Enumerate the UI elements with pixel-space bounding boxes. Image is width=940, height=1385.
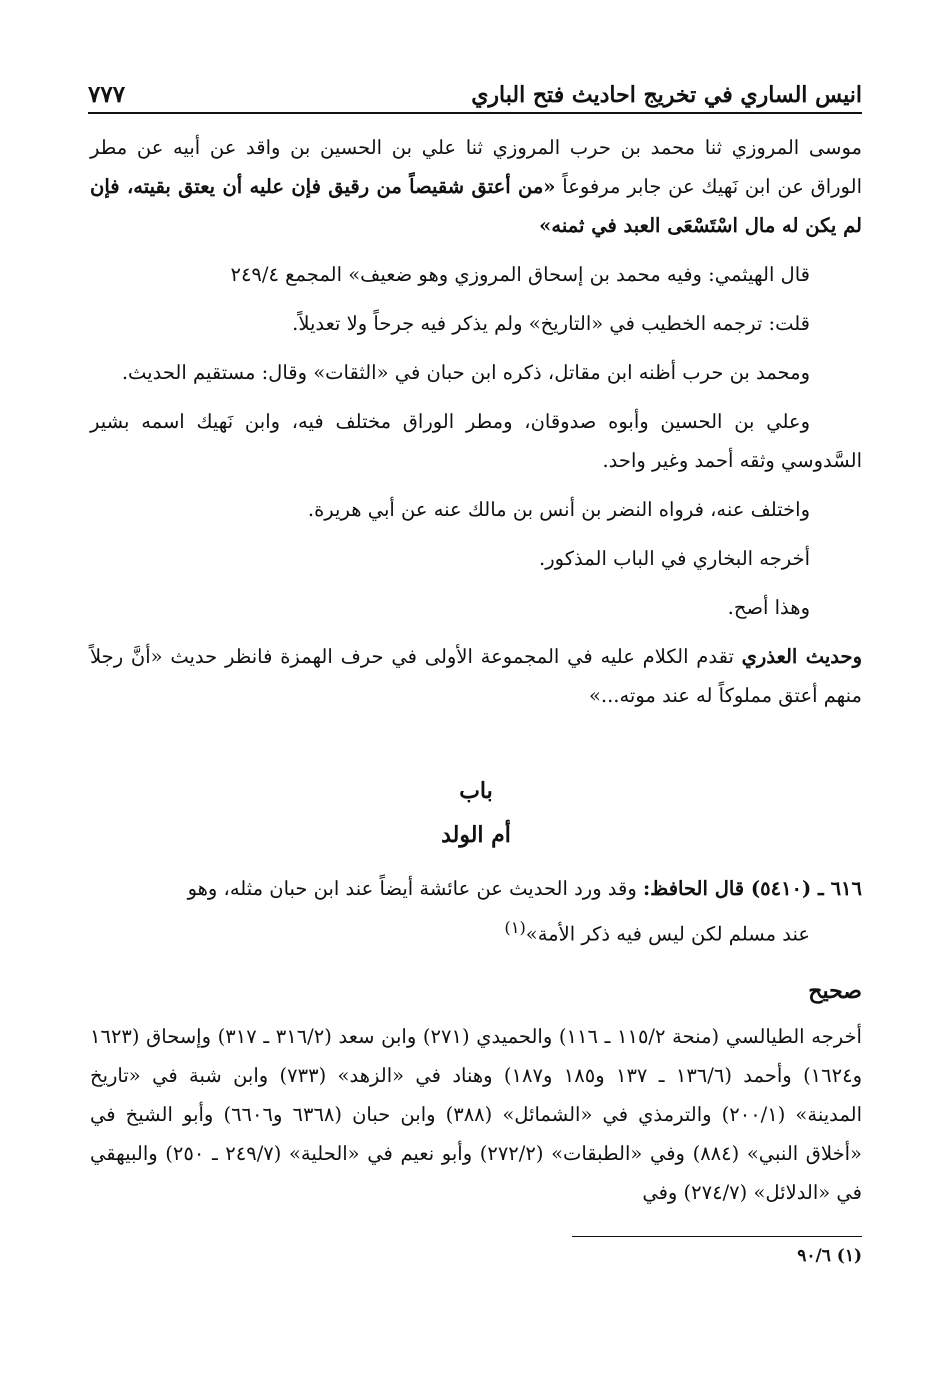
paragraph-bukhari: أخرجه البخاري في الباب المذكور. <box>539 547 810 570</box>
page-header <box>88 68 862 114</box>
hadith-line-2 <box>90 908 862 954</box>
page-number: ٧٧٧ <box>88 81 126 108</box>
paragraph-haythami: قال الهيثمي: وفيه محمد بن إسحاق المروزي وهو ضعيف» المجمع ٢٤٩/٤ <box>230 263 810 286</box>
paragraph-narrators: وعلي بن الحسين وأبوه صدوقان، ومطر الوراق مختلف فيه، وابن نَهيك اسمه بشير السَّدوسي وثقه أحمد وغير واحد. <box>90 410 862 472</box>
paragraph-isnad <box>90 128 862 245</box>
chapter-line-2: أم الولد <box>441 822 511 848</box>
hadith-number: ٦١٦ ـ (٥٤١٠) قال الحافظ: <box>642 877 862 900</box>
hadith-matn: «من أعتق شقيصاً من رقيق فإن عليه أن يعتق بقيته، فإن لم يكن له مال اسْتَسْعَى العبد في ثمنه» <box>90 175 862 237</box>
paragraph-ibn-harb: ومحمد بن حرب أظنه ابن مقاتل، ذكره ابن حبان في «الثقات» وقال: مستقيم الحديث. <box>121 361 810 384</box>
footnote-divider <box>572 1236 862 1237</box>
hadith-line-1 <box>90 869 862 908</box>
paragraph-ikhtilaf: واختلف عنه، فرواه النضر بن أنس بن مالك عنه عن أبي هريرة. <box>307 498 810 521</box>
paragraph-khatib: قلت: ترجمه الخطيب في «التاريخ» ولم يذكر فيه جرحاً ولا تعديلاً. <box>292 312 810 335</box>
body-text <box>90 128 862 1212</box>
udhri-label: وحديث العذري <box>741 645 862 668</box>
hadith-text-2: عند مسلم لكن ليس فيه ذكر الأمة» <box>525 922 810 946</box>
hadith-entry <box>90 869 862 954</box>
chapter-line-1: باب <box>459 778 493 804</box>
paragraph-asahh: وهذا أصح. <box>727 596 810 619</box>
grading-label: صحيح <box>808 977 862 1004</box>
hadith-text-1: وقد ورد الحديث عن عائشة أيضاً عند ابن حبان مثله، وهو <box>187 877 643 900</box>
running-title: انيس الساري في تخريج احاديث فتح الباري <box>471 82 862 108</box>
udhri-text: تقدم الكلام عليه في المجموعة الأولى في حرف الهمزة فانظر حديث «أنَّ رجلاً منهم أعتق مملوكاً له عند موته...» <box>90 645 862 707</box>
footnote-reference: (١) <box>504 918 526 937</box>
footnote-text: (١) ٩٠/٦ <box>797 1246 862 1266</box>
isnad-text: موسى المروزي ثنا محمد بن حرب المروزي ثنا علي بن الحسين بن واقد عن أبيه عن مطر الوراق عن ابن نَهيك عن جابر مرفوعاً <box>90 136 862 198</box>
chapter-heading <box>90 769 862 857</box>
paragraph-udhri <box>90 637 862 715</box>
paragraph-takhrij: أخرجه الطيالسي (منحة ١١٥/٢ ـ ١١٦) والحميدي (٢٧١) وابن سعد (٣١٦/٢ ـ ٣١٧) وإسحاق (١٦٢٣ و١٦٢٤) وأحمد (١٣٦/٦ ـ ١٣٧ و١٨٥ و١٨٧) وهناد في «الزهد» (٧٣٣) وابن شبة في «تاريخ المدينة» (٢٠٠/١) والترمذي في «الشمائل» (٣٨٨) وابن حبان (٦٣٦٨ و٦٦٠٦) وأبو الشيخ في «أخلاق النبي» (٨٨٤) وفي «الطبقات» (٢٧٢/٢) وأبو نعيم في «الحلية» (٢٤٩/٧ ـ ٢٥٠) والبيهقي في «الدلائل» (٢٧٤/٧) وفي <box>90 1024 862 1204</box>
